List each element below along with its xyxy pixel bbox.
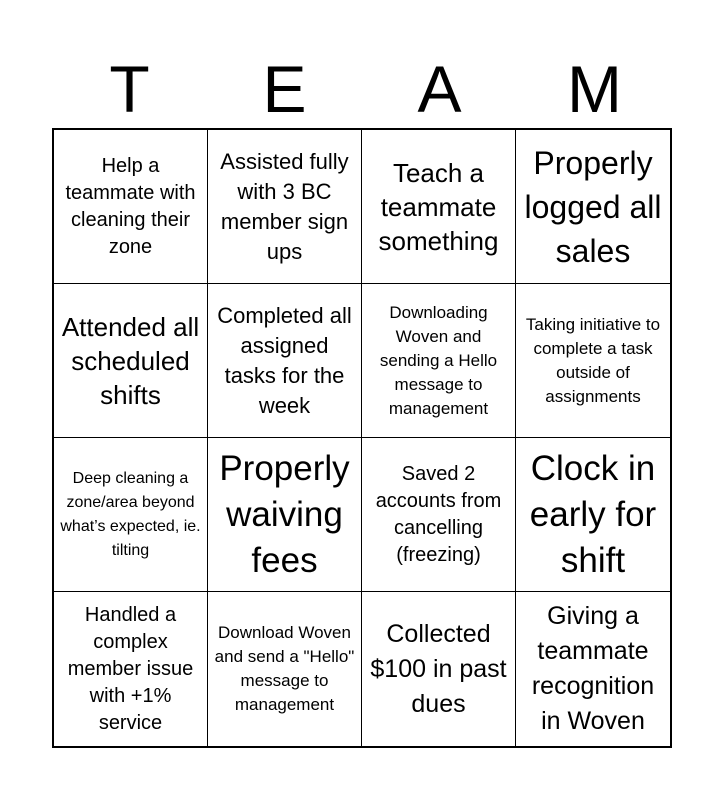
cell-text: Clock in early for shift — [529, 448, 657, 580]
bingo-cell — [208, 284, 362, 438]
bingo-cell — [516, 438, 670, 592]
bingo-header — [52, 50, 672, 128]
bingo-cell — [362, 438, 516, 592]
cell-text: Saved 2 accounts from cancelling (freezing) — [375, 462, 502, 566]
header-letter-t: T — [109, 52, 150, 126]
cell-text: Teach a teammate something — [378, 157, 499, 256]
cell-text: Assisted fully with 3 BC member sign ups — [220, 148, 349, 264]
bingo-cell — [208, 592, 362, 746]
header-letter-a: A — [417, 52, 462, 126]
bingo-cell — [54, 592, 208, 746]
bingo-cell — [516, 284, 670, 438]
bingo-cell — [362, 592, 516, 746]
cell-text: Downloading Woven and sending a Hello message to management — [379, 302, 498, 418]
cell-text: Help a teammate with cleaning their zone — [65, 154, 196, 258]
cell-text: Attended all scheduled shifts — [61, 311, 200, 410]
bingo-cell — [208, 438, 362, 592]
cell-text: Taking initiative to complete a task outside of assignments — [525, 314, 661, 406]
cell-text: Properly logged all sales — [524, 144, 662, 269]
cell-text: Properly waiving fees — [219, 448, 350, 580]
bingo-cell — [54, 438, 208, 592]
cell-text: Giving a teammate recognition in Woven — [531, 602, 655, 735]
cell-text: Completed all assigned tasks for the week — [217, 302, 352, 418]
bingo-board — [52, 128, 672, 748]
cell-text: Download Woven and send a "Hello" message to management — [214, 623, 355, 714]
bingo-cell — [516, 130, 670, 284]
bingo-cell — [362, 130, 516, 284]
bingo-cell — [516, 592, 670, 746]
header-letter-m: M — [567, 52, 622, 126]
bingo-cell — [362, 284, 516, 438]
cell-text: Handled a complex member issue with +1% service — [67, 603, 194, 734]
bingo-cell — [208, 130, 362, 284]
bingo-cell — [54, 284, 208, 438]
header-letter-e: E — [262, 52, 307, 126]
bingo-cell — [54, 130, 208, 284]
cell-text: Collected $100 in past dues — [370, 619, 507, 718]
cell-text: Deep cleaning a zone/area beyond what’s expected, ie. tilting — [60, 469, 201, 559]
